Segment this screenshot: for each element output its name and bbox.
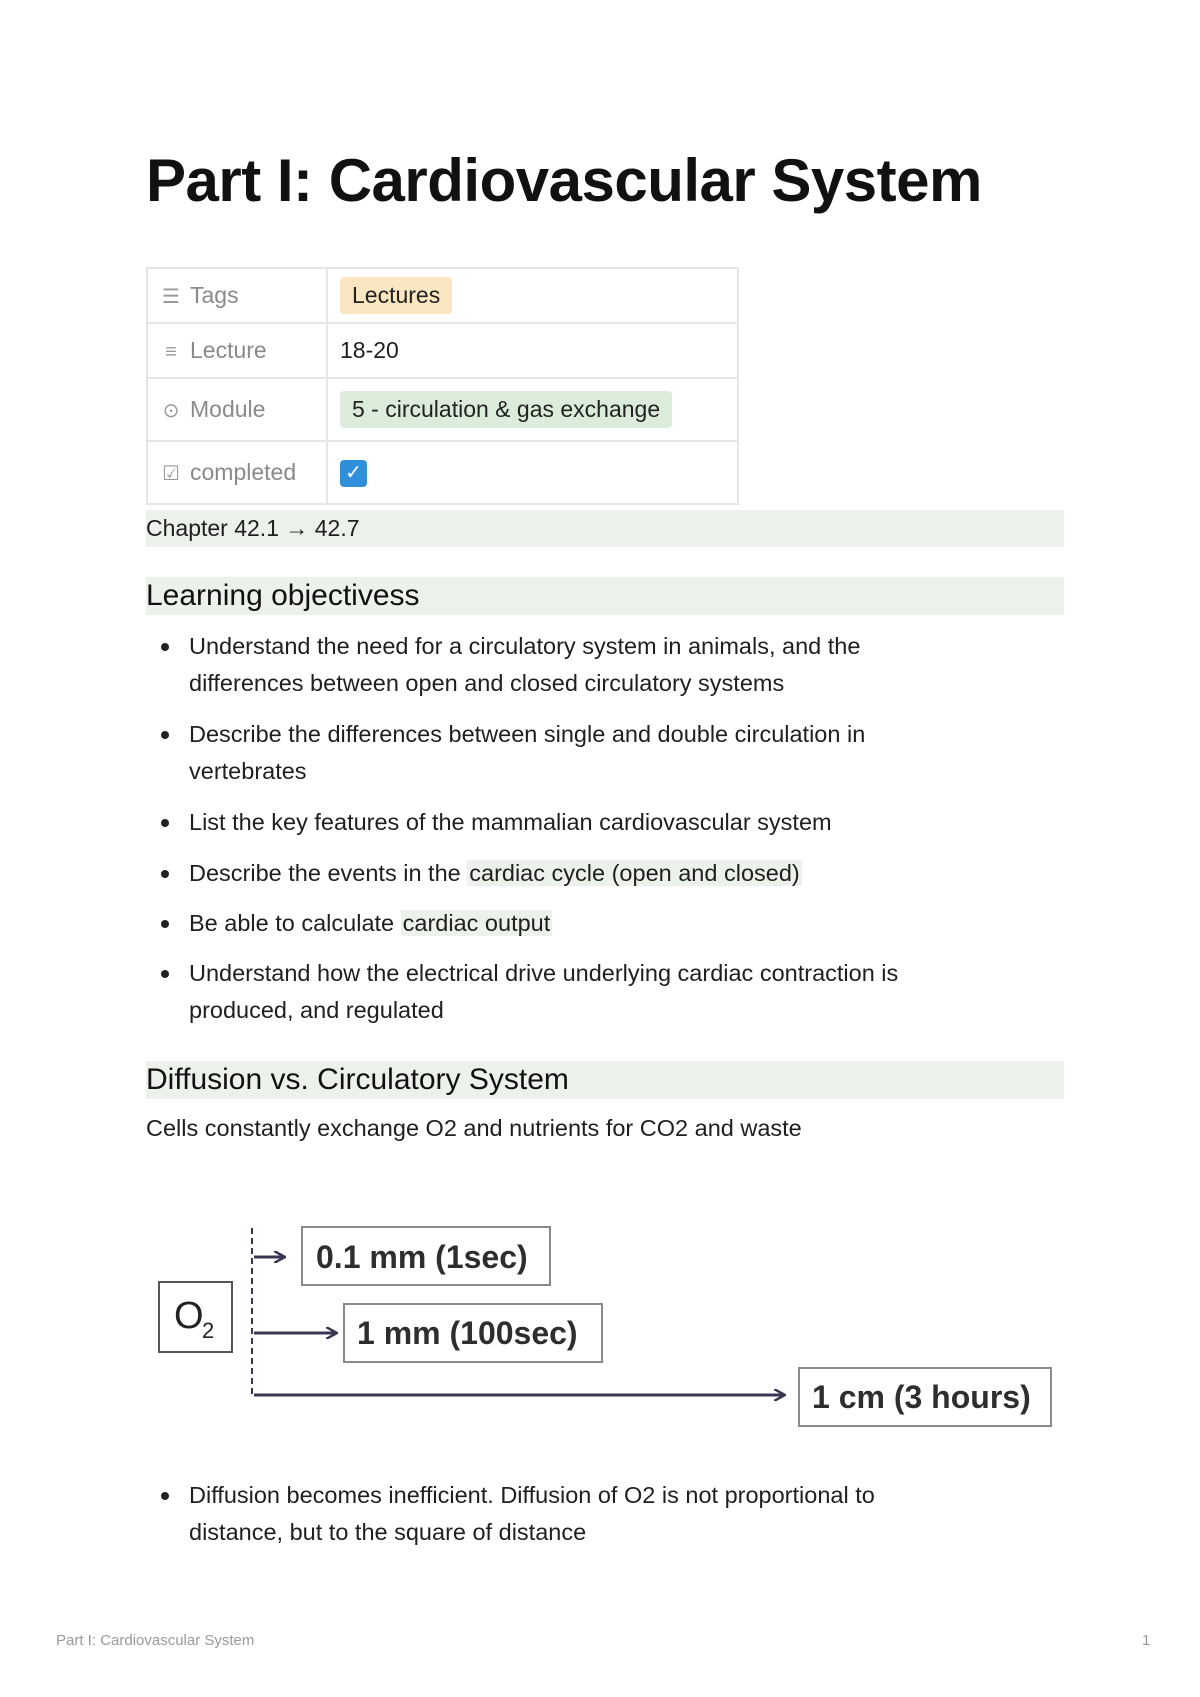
property-key: ☰ Tags <box>147 268 327 323</box>
svg-text:0.1 mm (1sec): 0.1 mm (1sec) <box>316 1239 528 1275</box>
page-title: Part I: Cardiovascular System <box>146 147 982 214</box>
property-row-module <box>147 378 738 441</box>
property-value[interactable] <box>327 378 738 441</box>
tag-lectures[interactable]: Lectures <box>340 277 452 314</box>
svg-text:2: 2 <box>202 1318 215 1343</box>
list-item: Describe the events in the cardiac cycle (open and closed) <box>146 855 1046 892</box>
select-icon: ⊙ <box>162 400 180 422</box>
checkbox-icon: ☑ <box>162 463 180 485</box>
list-item: Understand how the electrical drive underlying cardiac contraction is produced, and regulated <box>146 955 1046 1029</box>
section-heading-learning-objectives: Learning objectivess <box>146 577 1064 615</box>
property-row-completed <box>147 441 738 504</box>
paragraph: Cells constantly exchange O2 and nutrients for CO2 and waste <box>146 1115 802 1141</box>
list-item: Understand the need for a circulatory system in animals, and the differences between open and closed circulatory systems <box>146 628 1046 702</box>
property-key: ☑ completed <box>147 441 327 504</box>
svg-text:1 cm (3 hours): 1 cm (3 hours) <box>812 1379 1031 1415</box>
list-item: Describe the differences between single and double circulation in vertebrates <box>146 716 1046 790</box>
highlight-cardiac-output: cardiac output <box>402 910 551 936</box>
completed-checkbox[interactable]: ✓ <box>340 460 367 487</box>
property-key: ⊙ Module <box>147 378 327 441</box>
text-icon: ≡ <box>165 341 177 363</box>
svg-text:1 mm (100sec): 1 mm (100sec) <box>357 1315 578 1351</box>
list-icon: ☰ <box>162 286 180 308</box>
property-value <box>327 441 738 504</box>
property-value[interactable]: 18-20 <box>327 323 738 378</box>
module-tag[interactable]: 5 - circulation & gas exchange <box>340 391 672 428</box>
footer-page-number: 1 <box>1142 1632 1151 1649</box>
objectives-list <box>146 628 1046 1029</box>
property-value[interactable] <box>327 268 738 323</box>
property-key: ≡ Lecture <box>147 323 327 378</box>
list-item: Diffusion becomes inefficient. Diffusion of O2 is not proportional to distance, but to the square of distance <box>146 1477 1046 1551</box>
section-heading-diffusion: Diffusion vs. Circulatory System <box>146 1061 1064 1099</box>
o2-box <box>159 1282 232 1352</box>
box-0-1mm <box>302 1227 550 1285</box>
property-row-lecture <box>147 323 738 378</box>
list-item: Be able to calculate cardiac output <box>146 905 1046 942</box>
highlight-cardiac-cycle: cardiac cycle (open and closed) <box>469 860 800 886</box>
chapter-callout: Chapter 42.1 → 42.7 <box>146 510 1064 547</box>
box-1mm <box>344 1304 602 1362</box>
property-row-tags <box>147 268 738 323</box>
footer-title: Part I: Cardiovascular System <box>56 1632 255 1649</box>
diffusion-list <box>146 1477 1046 1551</box>
diffusion-diagram <box>154 1210 1064 1440</box>
box-1cm <box>799 1368 1051 1426</box>
list-item: List the key features of the mammalian cardiovascular system <box>146 804 1046 841</box>
properties-table <box>146 267 739 505</box>
svg-text:O: O <box>174 1295 204 1337</box>
